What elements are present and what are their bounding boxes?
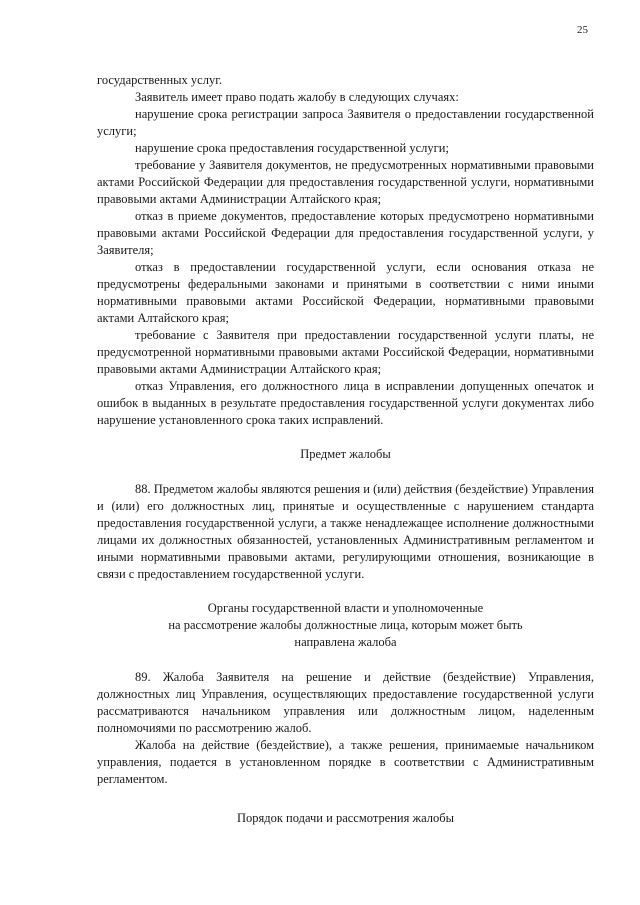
paragraph: государственных услуг. — [97, 73, 223, 87]
paragraph: отказ Управления, его должностного лица в исправлении допущенных опечаток и ошибок в выданных в результате предоставления государственной услуги документах либо нарушение установленного срока таких исправлений. — [97, 379, 594, 427]
section-heading-organs — [97, 600, 594, 651]
paragraph-89: 89. Жалоба Заявителя на решение и действие (бездействие) Управления, должностных лиц Управления, осуществляющих предоставление государственной услуги рассматриваются начальником управления или должностным лицом, наделенным полномочиями по рассмотрению жалоб. — [97, 670, 594, 735]
heading-text: Порядок подачи и рассмотрения жалобы — [236, 811, 455, 825]
heading-line: Органы государственной власти и уполномоченные — [207, 601, 484, 615]
document-body — [97, 72, 594, 827]
heading-line: направлена жалоба — [294, 635, 397, 649]
paragraph: требование у Заявителя документов, не предусмотренных нормативными правовыми актами Российской Федерации для предоставления государственной услуги, нормативными правовыми актами Администрации Алтайского края; — [97, 158, 594, 206]
paragraph-89b: Жалоба на действие (бездействие), а также решения, принимаемые начальником управления, подается в установленном порядке в соответствии с Административным регламентом. — [97, 738, 594, 786]
paragraph: Заявитель имеет право подать жалобу в следующих случаях: — [135, 90, 459, 104]
page-number: 25 — [577, 24, 588, 36]
complaint-cases-list — [97, 72, 594, 429]
section-heading-subject — [97, 446, 594, 463]
heading-line: на рассмотрение жалобы должностные лица, которым может быть — [168, 618, 523, 632]
paragraph: нарушение срока регистрации запроса Заявителя о предоставлении государственной услуги; — [97, 107, 594, 138]
paragraph: нарушение срока предоставления государственной услуги; — [135, 141, 449, 155]
heading-text: Предмет жалобы — [300, 447, 391, 461]
paragraph: отказ в предоставлении государственной услуги, если основания отказа не предусмотрены федеральными законами и принятыми в соответствии с ними иными нормативными правовыми актами Российской Федерации, нормативными правовыми актами Алтайского края; — [97, 260, 594, 325]
paragraph-88: 88. Предметом жалобы являются решения и (или) действия (бездействие) Управления и (или) его должностных лиц, принятые и осуществленные с нарушением стандарта предоставления государственной услуги, а также ненадлежащее исполнение должностными лицами их должностных обязанностей, установленных Административным регламентом и иными нормативными правовыми актами, регулирующими отношения, возникающие в связи с предоставлением государственной услуги. — [97, 482, 594, 581]
section-heading-procedure — [97, 810, 594, 827]
paragraph: требование с Заявителя при предоставлении государственной услуги платы, не предусмотренной нормативными правовыми актами Российской Федерации, нормативными правовыми актами Администрации Алтайского края; — [97, 328, 594, 376]
paragraph: отказ в приеме документов, предоставление которых предусмотрено нормативными правовыми актами Российской Федерации для предоставления государственной услуги, у Заявителя; — [97, 209, 594, 257]
